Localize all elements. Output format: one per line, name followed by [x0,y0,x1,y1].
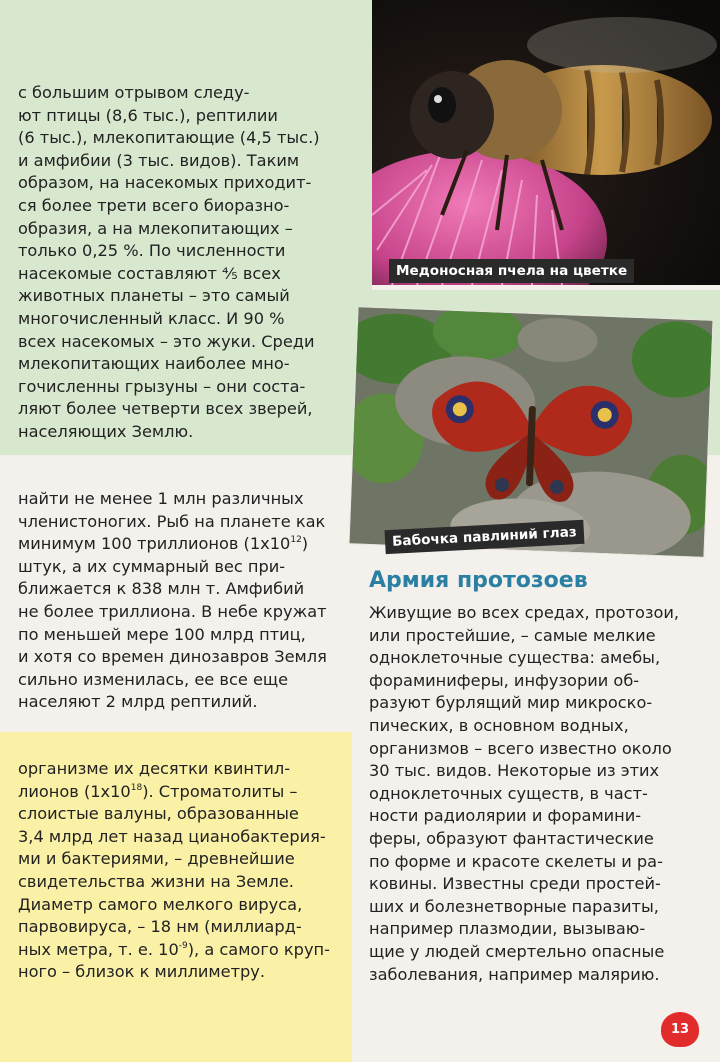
superscript: -9 [178,940,188,951]
text-line: ют птицы (8,6 тыс.), рептилии [18,105,278,125]
text-fragment: минимум 100 триллионов (1x10 [18,534,291,554]
text-line: всех насекомых – это жуки. Среди [18,331,315,351]
text-line: с большим отрывом следу- [18,83,250,102]
superscript: 12 [290,535,302,546]
text-fragment: ) [301,534,309,554]
text-line: организмов – всего известно около [369,738,672,758]
text-line: фораминиферы, инфузории об- [369,670,640,690]
butterfly-photo-caption: Бабочка павлиний глаз [385,520,585,554]
text-line: одноклеточные существа: амебы, [369,648,661,668]
text-line: ся более трети всего биоразно- [18,195,290,215]
text-line: по меньшей мере 100 млрд птиц, [18,624,306,644]
text-line: феры, образуют фантастические [369,828,654,848]
text-line: гочисленны грызуны – они соста- [18,376,306,396]
text-line: образия, а на млекопитающих – [18,218,293,238]
text-line: щие у людей смертельно опасные [369,941,665,961]
text-line [18,533,327,556]
text-line [18,781,330,804]
text-line: не более триллиона. В небе кружат [18,601,327,621]
text-line: насекомые составляют ⅘ всех [18,263,281,283]
text-line: населяющих Землю. [18,421,194,441]
text-line [18,939,330,962]
text-line: разуют бурлящий мир микроско- [369,693,653,713]
superscript: 18 [130,782,143,793]
text-line: Диаметр самого мелкого вируса, [18,894,303,914]
section-heading: Армия протозоев [369,568,588,593]
text-line: 3,4 млрд лет назад цианобактерия- [18,826,326,846]
text-line: например плазмодии, вызываю- [369,919,646,939]
text-line: одноклеточных существ, в част- [369,783,648,803]
text-line: ности радиолярии и форамини- [369,806,642,826]
text-line: сильно изменилась, ее все еще [18,669,289,689]
text-line: только 0,25 %. По численности [18,241,286,261]
text-fragment: ных метра, т. е. 10 [18,939,179,959]
text-line: по форме и красоте скелеты и ра- [369,851,663,871]
text-line: слоистые валуны, образованные [18,804,299,824]
text-line: ми и бактериями, – древнейшие [18,849,295,869]
text-line: или простейшие, – самые мелкие [369,625,656,645]
text-block-bottom [18,758,330,984]
text-line: парвовируса, – 18 нм (миллиард- [18,917,302,937]
text-line: и хотя со времен динозавров Земля [18,647,327,667]
text-line: штук, а их суммарный вес при- [18,556,286,576]
text-line: млекопитающих наиболее мно- [18,354,290,374]
text-line: образом, на насекомых приходит- [18,173,312,193]
text-line: заболевания, например малярию. [369,964,660,984]
text-fragment: лионов (1x10 [18,781,131,801]
text-line: ляют более четверти всех зверей, [18,399,313,419]
text-line: животных планеты – это самый [18,286,290,306]
text-fragment: ). Строматолиты – [142,781,298,801]
text-line: ковины. Известны среди простей- [369,874,661,894]
text-line: ших и болезнетворные паразиты, [369,896,659,916]
text-line: пических, в основном водных, [369,715,629,735]
bee-photo [372,0,720,285]
text-line: ного – близок к миллиметру. [18,962,266,982]
text-line: организме их десятки квинтил- [18,759,291,778]
text-line: Живущие во всех средах, протозои, [369,603,680,622]
text-line: ближается к 838 млн т. Амфибий [18,579,305,599]
text-line: найти не менее 1 млн различных [18,489,304,508]
text-line: 30 тыс. видов. Некоторые из этих [369,761,660,781]
text-block-top [18,82,320,444]
text-fragment: ), а самого круп- [187,939,330,959]
butterfly-photo [350,307,713,556]
text-line: (6 тыс.), млекопитающие (4,5 тыс.) [18,128,320,148]
text-block-middle [18,488,327,714]
text-line: многочисленный класс. И 90 % [18,308,285,328]
text-line: и амфибии (3 тыс. видов). Таким [18,150,300,170]
text-line: членистоногих. Рыб на планете как [18,511,326,531]
bee-photo-caption: Медоносная пчела на цветке [389,259,634,283]
page-number-badge: 13 [661,1012,699,1047]
text-line: свидетельства жизни на Земле. [18,871,294,891]
text-line: населяют 2 млрд рептилий. [18,692,258,712]
section-text [369,602,679,986]
